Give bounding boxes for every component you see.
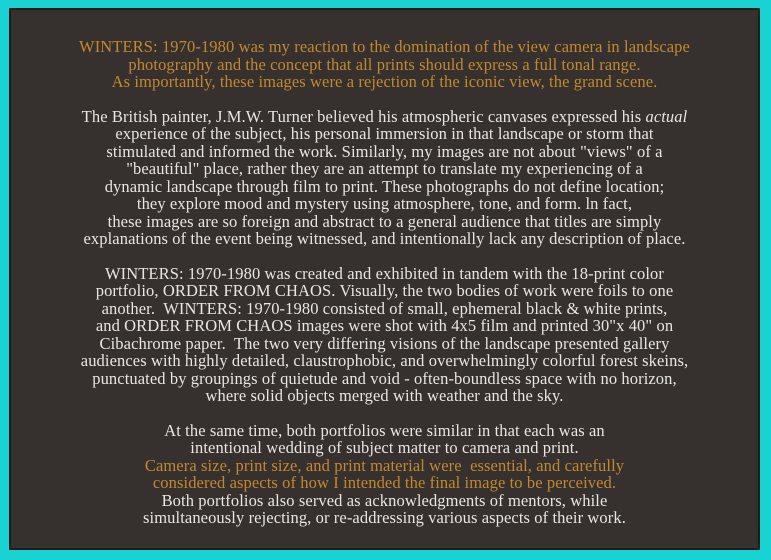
text-line: Cibachrome paper. The two very differing visions of the landscape presented gallery [99,333,670,353]
statement-panel [9,8,760,550]
text-line: "beautiful" place, rather they are an attempt to translate my experiencing of a [126,159,643,178]
text-line: simultaneously rejecting, or re-addressing various aspects of their work. [143,508,626,527]
text-line: portfolio, ORDER FROM CHAOS. Visually, the two bodies of work were foils to one [95,281,674,300]
closing-accent-segment [11,457,758,492]
text-line: audiences with highly detailed, claustrophobic, and overwhelmingly colorful forest skeins, [80,351,689,370]
text-line: As importantly, these images were a rejection of the iconic view, the grand scene. [111,72,658,91]
paragraph-turner [11,108,758,248]
closing-white-segment-2 [11,492,758,527]
text-line: they explore mood and mystery using atmosphere, tone, and form. ln fact, [136,194,633,213]
text-line: experience of the subject, his personal immersion in that landscape or storm that [115,124,654,143]
text-line: punctuated by groupings of quietude and void - often-boundless space with no horizon, [92,368,677,388]
text-line: and ORDER FROM CHAOS images were shot with 4x5 film and printed 30"x 40" on [95,316,674,335]
text-line: Both portfolios also served as acknowledgments of mentors, while [161,490,608,510]
text-line: intentional wedding of subject matter to camera and print. [190,438,579,457]
text-line: considered aspects of how I intended the final image to be perceived. [152,473,617,492]
paragraph-closing [11,422,758,527]
text-line: explanations of the event being witnessed, and intentionally lack any description of place. [83,229,686,248]
text-line: Camera size, print size, and print material were essential, and carefully [144,455,625,475]
text-run: The British painter, J.M.W. Turner believed his atmospheric canvases expressed his [81,106,646,126]
text-line: stimulated and informed the work. Similarly, my images are not about "views" of a [106,141,663,161]
text-line [11,108,758,126]
italic-text-run: actual [645,106,688,126]
text-line: WINTERS: 1970-1980 was created and exhibited in tandem with the 18-print color [104,263,665,283]
text-line: photography and the concept that all prints should express a full tonal range. [128,54,641,74]
text-line: At the same time, both portfolios were similar in that each was an [164,420,605,440]
text-line: dynamic landscape through film to print. These photographs do not define location; [104,176,665,196]
text-line: these images are so foreign and abstract to a general audience that titles are simply [107,211,662,231]
text-line: another. WINTERS: 1970-1980 consisted of small, ephemeral black & white prints, [101,298,668,318]
text-line: where solid objects merged with weather and the sky. [205,386,564,405]
closing-white-segment-1 [11,422,758,457]
artist-statement [11,10,758,527]
text-line: WINTERS: 1970-1980 was my reaction to the domination of the view camera in landscape [79,37,690,56]
paragraph-portfolios [11,265,758,405]
paragraph-intro [11,38,758,91]
